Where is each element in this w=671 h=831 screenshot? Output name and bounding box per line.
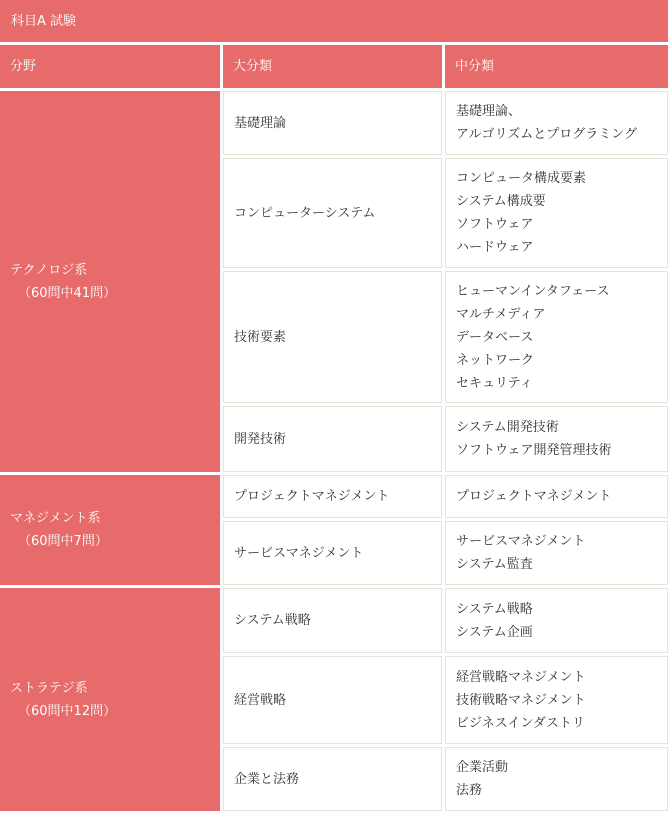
middle-category-list: [445, 656, 668, 744]
middle-category-item: 経営戦略マネジメント: [456, 669, 586, 685]
major-category: 基礎理論: [223, 91, 442, 155]
middle-category-item: サービスマネジメント: [456, 534, 586, 549]
middle-category-item: ソフトウェア開発管理技術: [456, 443, 612, 458]
middle-category-item: 技術戦略マネジメント: [456, 692, 586, 708]
middle-category-list: [445, 271, 668, 403]
middle-category-item: データベース: [456, 329, 534, 345]
middle-category-item: 基礎理論、: [456, 104, 522, 119]
field-label: マネジメント系: [10, 511, 101, 526]
middle-category-item: ソフトウェア: [456, 217, 534, 232]
middle-category-item: システム戦略: [456, 601, 533, 617]
middle-category-item: アルゴリズムとプログラミング: [456, 127, 637, 142]
middle-category-item: ハードウェア: [456, 240, 534, 255]
major-category: 企業と法務: [223, 747, 442, 811]
middle-category-list: [445, 747, 668, 811]
middle-category-item: システム構成要: [456, 194, 546, 209]
field-cell-management: [0, 475, 220, 585]
field-question-count: （60問中12問）: [18, 703, 117, 719]
middle-category-item: システム企画: [456, 624, 533, 640]
field-label: テクノロジ系: [10, 262, 88, 278]
header-field: 分野: [0, 45, 220, 88]
major-category: 開発技術: [223, 406, 442, 472]
field-question-count: （60問中41問）: [18, 285, 117, 301]
major-category: コンピューターシステム: [223, 158, 442, 268]
middle-category-list: [445, 158, 668, 268]
middle-category-item: ビジネスインダストリ: [456, 715, 585, 731]
middle-category-item: コンピュータ構成要素: [456, 171, 587, 186]
middle-category-list: [445, 475, 668, 518]
middle-category-item: ネットワーク: [456, 352, 535, 368]
middle-category-item: マルチメディア: [456, 306, 546, 322]
middle-category-list: [445, 588, 668, 653]
middle-category-list: [445, 521, 668, 585]
field-cell-strategy: [0, 588, 220, 811]
middle-category-list: [445, 406, 668, 472]
major-category: サービスマネジメント: [223, 521, 442, 585]
field-label: ストラテジ系: [10, 680, 88, 696]
major-category: プロジェクトマネジメント: [223, 475, 442, 518]
middle-category-item: ヒューマンインタフェース: [456, 283, 610, 299]
major-category: 経営戦略: [223, 656, 442, 744]
middle-category-item: プロジェクトマネジメント: [456, 489, 612, 504]
middle-category-list: [445, 91, 668, 155]
middle-category-item: システム監査: [456, 557, 533, 572]
field-question-count: （60問中7問）: [18, 534, 108, 549]
header-middle: 中分類: [445, 45, 668, 88]
header-major: 大分類: [223, 45, 442, 88]
major-category: 技術要素: [223, 271, 442, 403]
field-cell-technology: [0, 91, 220, 472]
major-category: システム戦略: [223, 588, 442, 653]
middle-category-item: システム開発技術: [456, 420, 559, 435]
middle-category-item: 法務: [456, 783, 483, 798]
table-title: 科目A 試験: [0, 0, 668, 42]
middle-category-item: 企業活動: [456, 760, 509, 775]
middle-category-item: セキュリティ: [456, 375, 533, 391]
